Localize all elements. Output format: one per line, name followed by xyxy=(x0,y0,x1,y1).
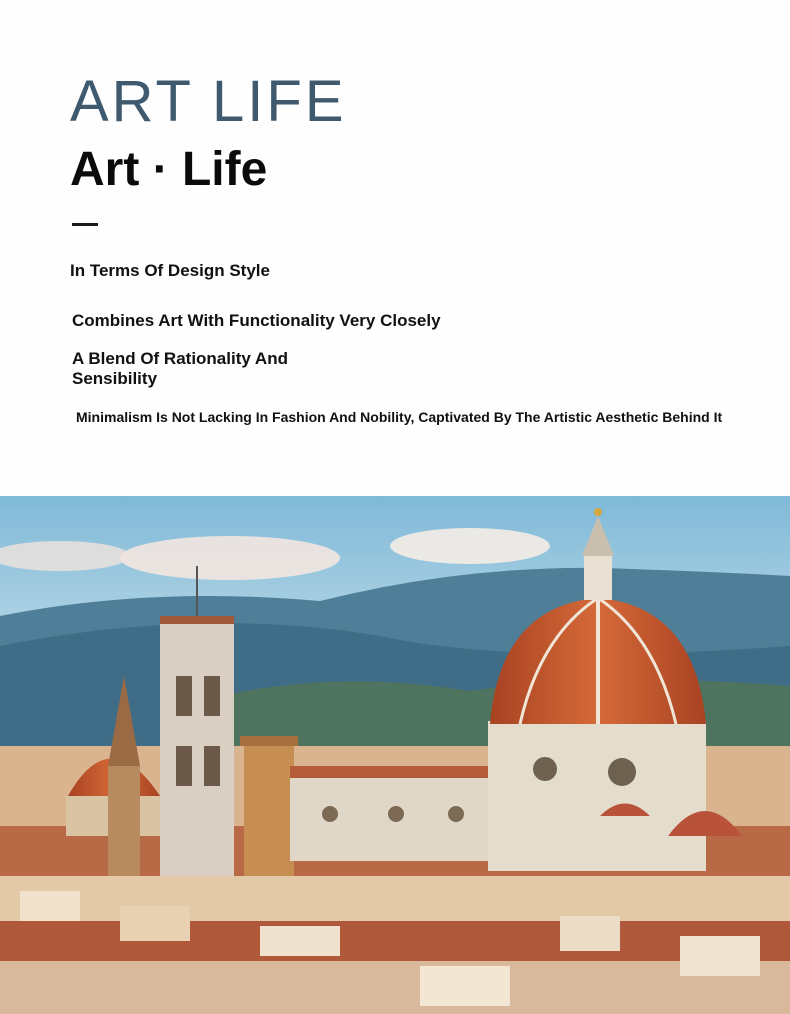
title-small: Art · Life xyxy=(70,143,268,196)
text-minimalism: Minimalism Is Not Lacking In Fashion And Nobility, Captivated By The Artistic Aesthetic Behind It xyxy=(76,409,723,425)
divider xyxy=(72,223,98,226)
text-combines: Combines Art With Functionality Very Closely xyxy=(72,311,441,330)
city-skyline-photo xyxy=(0,496,790,1014)
intro-section xyxy=(0,0,790,496)
title-large: ART LIFE xyxy=(70,69,347,134)
text-blend: A Blend Of Rationality And Sensibility xyxy=(72,349,288,388)
text-design-style: In Terms Of Design Style xyxy=(70,261,270,280)
